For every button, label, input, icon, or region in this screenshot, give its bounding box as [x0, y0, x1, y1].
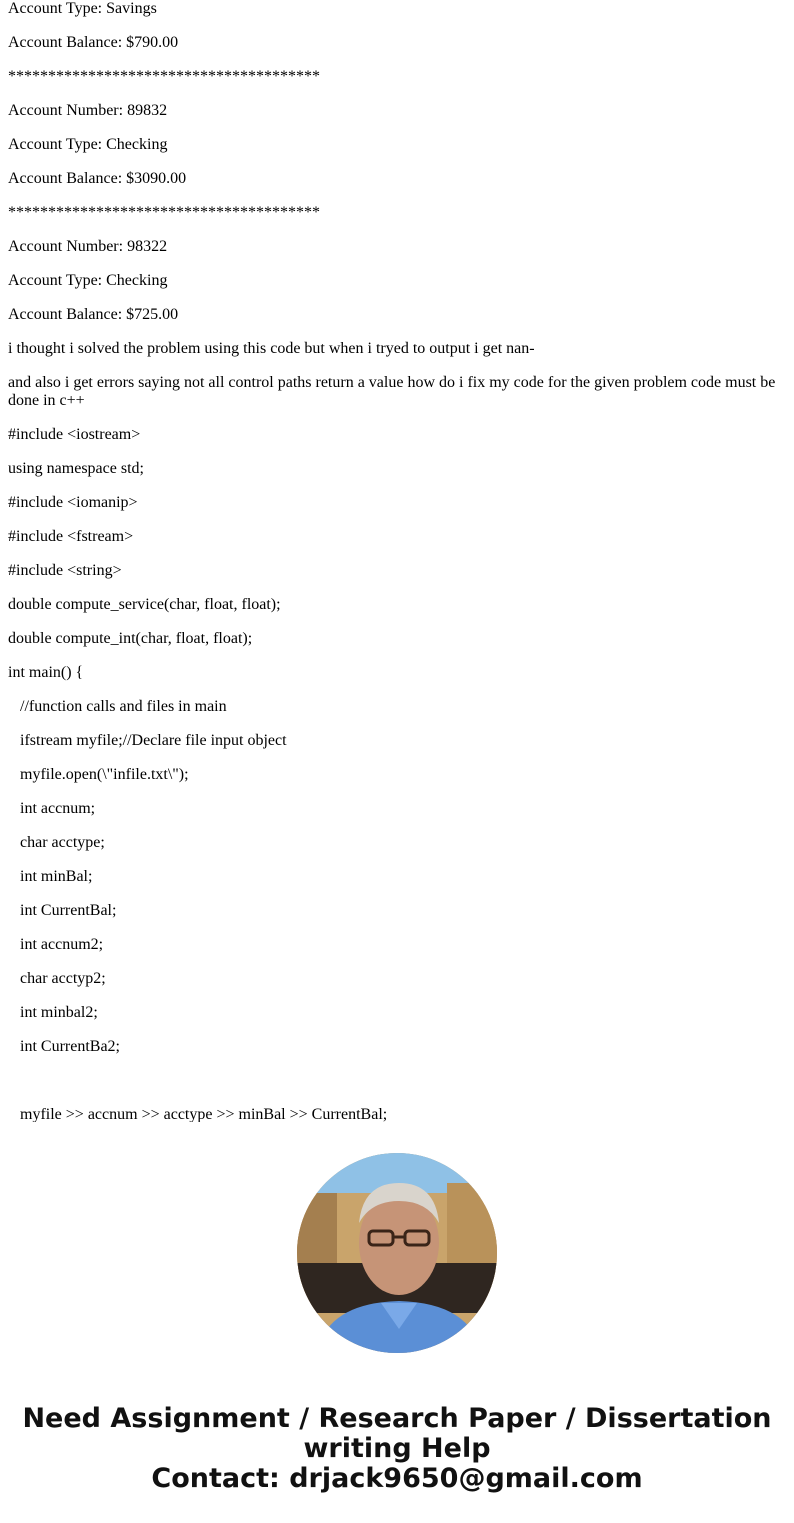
code-line: int minBal; — [20, 868, 93, 885]
text-line: Account Type: Savings — [8, 0, 157, 17]
code-line: int CurrentBa2; — [20, 1038, 120, 1055]
text-line: Account Type: Checking — [8, 136, 168, 153]
promo-contact: Contact: drjack9650@gmail.com — [151, 1463, 643, 1494]
code-line: char acctyp2; — [20, 970, 106, 987]
text-line: Account Type: Checking — [8, 272, 168, 289]
text-line: Account Number: 98322 — [8, 238, 168, 255]
code-line: int main() { — [8, 664, 84, 681]
text-line: *************************************** — [8, 68, 320, 85]
text-line: *************************************** — [8, 204, 320, 221]
promo-banner — [0, 1404, 794, 1494]
document-body — [8, 0, 786, 1122]
text-line: Account Balance: $3090.00 — [8, 170, 187, 187]
text-line: Account Balance: $725.00 — [8, 306, 179, 323]
question-line: i thought i solved the problem using this code but when i tryed to output i get nan- — [8, 340, 535, 357]
avatar-portrait-icon — [297, 1153, 497, 1353]
code-line: #include <iostream> — [8, 426, 141, 443]
code-line: ifstream myfile;//Declare file input object — [20, 732, 287, 749]
code-line: #include <fstream> — [8, 528, 134, 545]
code-line: using namespace std; — [8, 460, 144, 477]
text-line: Account Number: 89832 — [8, 102, 168, 119]
code-line: double compute_int(char, float, float); — [8, 630, 253, 647]
code-line: #include <string> — [8, 562, 122, 579]
promo-line: writing Help — [303, 1433, 491, 1464]
promo-line: Need Assignment / Research Paper / Dissertation — [22, 1403, 772, 1434]
question-line: and also i get errors saying not all control paths return a value how do i fix my code for the given problem code must be done in c++ — [8, 374, 776, 409]
code-line: char acctype; — [20, 834, 105, 851]
author-avatar — [297, 1153, 497, 1353]
code-line: double compute_service(char, float, float); — [8, 596, 281, 613]
blank-line — [8, 1072, 786, 1090]
code-line: int minbal2; — [20, 1004, 98, 1021]
code-line: #include <iomanip> — [8, 494, 138, 511]
code-line: int accnum; — [20, 800, 96, 817]
code-line: myfile.open(\"infile.txt\"); — [20, 766, 189, 783]
code-line: myfile >> accnum >> acctype >> minBal >> CurrentBal; — [20, 1106, 388, 1122]
code-line: int CurrentBal; — [20, 902, 117, 919]
code-line: int accnum2; — [20, 936, 104, 953]
text-line: Account Balance: $790.00 — [8, 34, 179, 51]
code-line: //function calls and files in main — [20, 698, 227, 715]
